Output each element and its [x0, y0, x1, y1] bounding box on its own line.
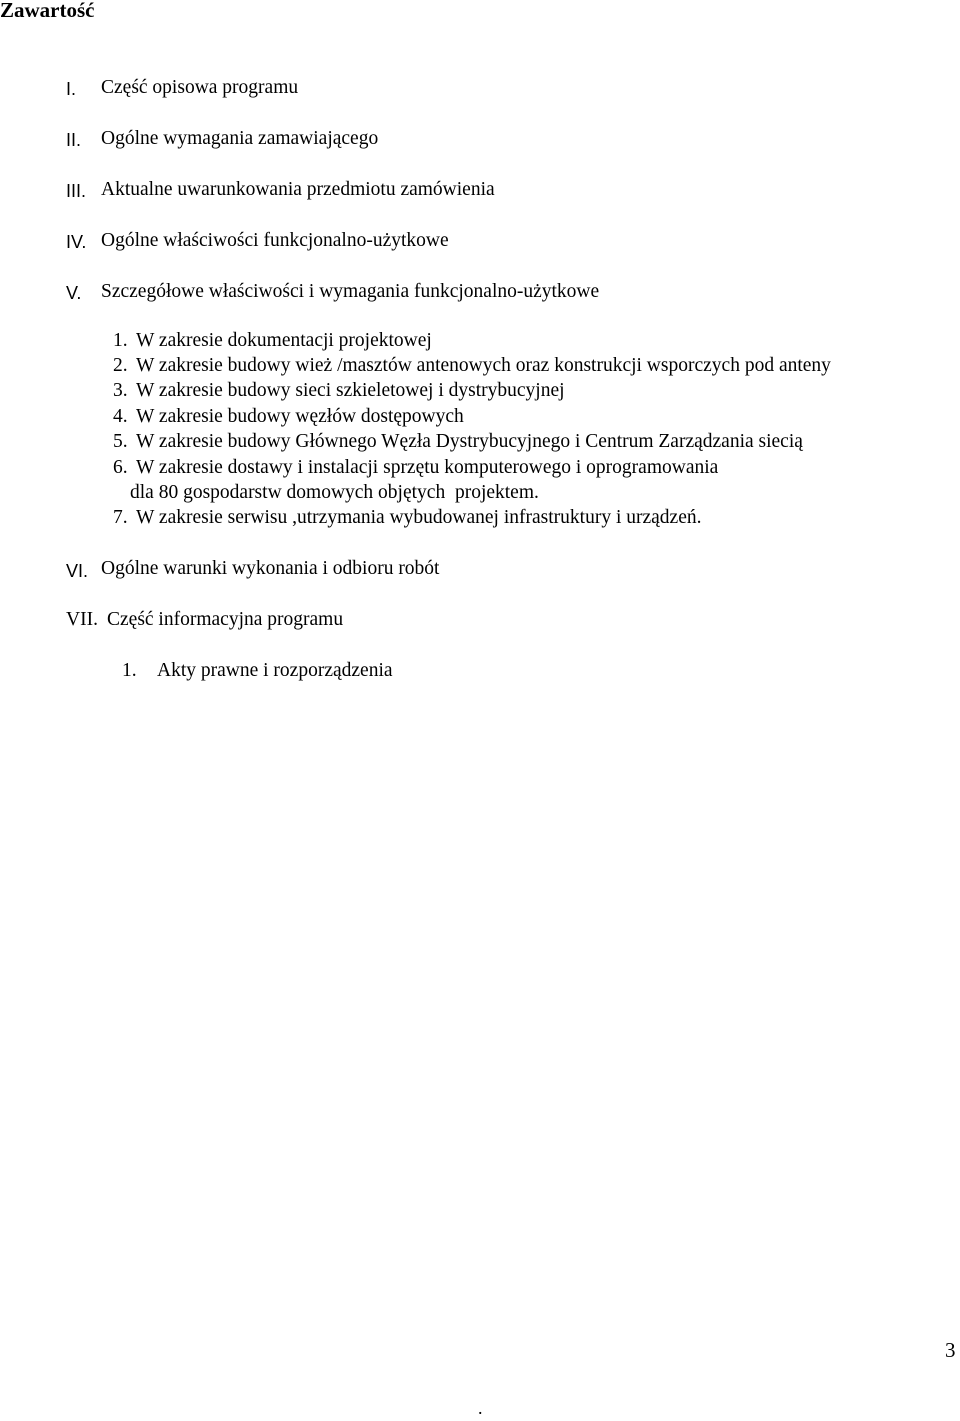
section-number: IV. — [66, 232, 87, 252]
section-title: Szczegółowe właściwości i wymagania funkcjonalno-użytkowe — [101, 281, 600, 302]
subsection-title: W zakresie serwisu ,utrzymania wybudowanej infrastruktury i urządzeń. — [136, 507, 702, 528]
section-title: Ogólne warunki wykonania i odbioru robót — [101, 558, 440, 579]
subsection-number: 6. — [113, 457, 128, 478]
subsection-number: 7. — [113, 507, 128, 528]
section-number: III. — [66, 181, 87, 201]
subsection-number: 3. — [113, 380, 128, 401]
subsection-number: 1. — [122, 660, 137, 681]
section-title: Część informacyjna programu — [107, 609, 344, 630]
subsection-title: W zakresie budowy wież /masztów antenowych oraz konstrukcji wsporczych pod anteny — [136, 355, 831, 376]
subsection-number: 1. — [113, 330, 128, 351]
subsection-title: Akty prawne i rozporządzenia — [157, 660, 393, 681]
section-number: I. — [66, 79, 77, 99]
section-number: VII. — [66, 609, 98, 630]
section-title: Ogólne wymagania zamawiającego — [101, 128, 379, 149]
subsection-title: W zakresie dostawy i instalacji sprzętu komputerowego i oprogramowania — [136, 457, 719, 478]
section-number: II. — [66, 130, 82, 150]
subsection-title: W zakresie budowy Głównego Węzła Dystrybucyjnego i Centrum Zarządzania siecią — [136, 431, 803, 452]
subsection-title: W zakresie budowy węzłów dostępowych — [136, 406, 464, 427]
subsection-number: 5. — [113, 431, 128, 452]
section-title: Aktualne uwarunkowania przedmiotu zamówienia — [101, 179, 495, 200]
footer-dot: . — [478, 1398, 483, 1418]
subsection-title: W zakresie budowy sieci szkieletowej i dystrybucyjnej — [136, 380, 565, 401]
section-title: Ogólne właściwości funkcjonalno-użytkowe — [101, 230, 449, 251]
subsection-title: W zakresie dokumentacji projektowej — [136, 330, 432, 351]
page-number: 3 — [945, 1338, 956, 1362]
subsection-number: 4. — [113, 406, 128, 427]
document-title: Zawartość — [0, 0, 95, 22]
subsection-continuation: dla 80 gospodarstw domowych objętych projektem. — [130, 482, 539, 503]
section-title: Część opisowa programu — [101, 77, 299, 98]
section-number: VI. — [66, 561, 89, 581]
section-number: V. — [66, 283, 82, 303]
subsection-number: 2. — [113, 355, 128, 376]
